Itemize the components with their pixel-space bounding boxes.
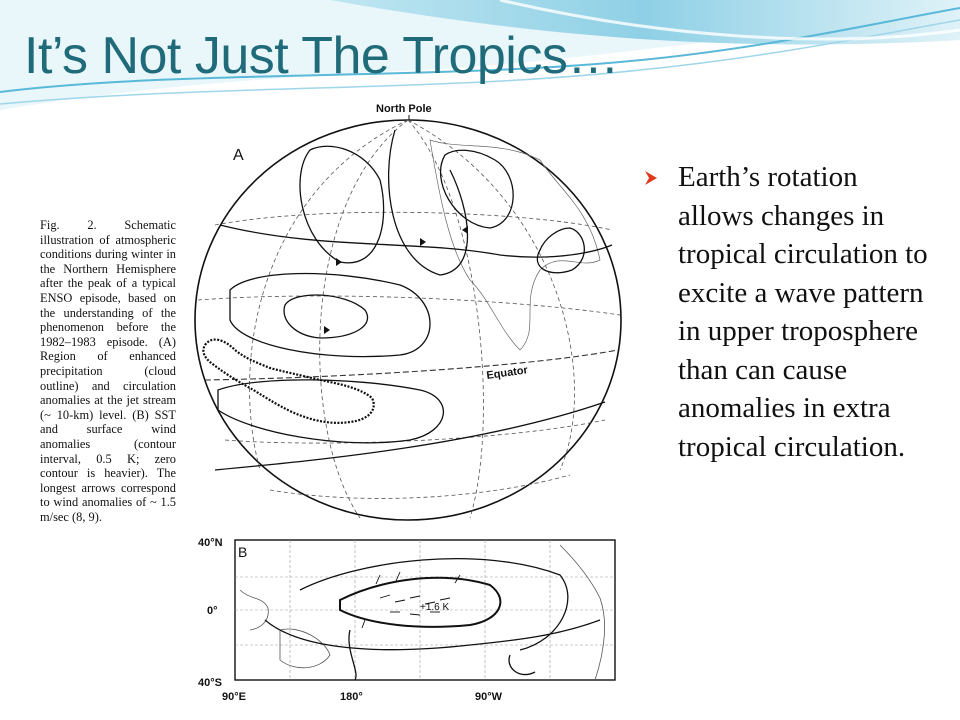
slide-title: It’s Not Just The Tropics…: [24, 27, 619, 85]
lon-label-90e: 90°E: [222, 691, 246, 703]
north-pole-label: North Pole: [376, 103, 432, 115]
bullet-text: Earth’s rotation allows changes in tropical circulation to excite a wave pattern in upper troposphere than can cause anomalies in extra tropical circulation.: [678, 161, 928, 463]
figure-caption: Fig. 2. Schematic illustration of atmospheric conditions during winter in the Northern Hemisphere after the peak of a typical ENSO episode, based on the understanding of the phenomenon before the 1982–1983 episode. (A) Region of enhanced precipitation (cloud outline) and circulation anomalies at the jet stream (~ 10-km) level. (B) SST and surface wind anomalies (contour interval, 0.5 K; zero contour is heavier). The longest arrows correspond to wind anomalies of ~ 1.5 m/sec (8, 9).: [40, 218, 176, 524]
panel-a-globe: [195, 103, 621, 520]
panel-b-map: [198, 537, 615, 703]
contour-label: +1.6 K: [420, 602, 450, 613]
panel-b-label: B: [238, 544, 248, 560]
equator-label: Equator: [485, 364, 529, 382]
lon-label-90w: 90°W: [475, 691, 503, 703]
lat-label-40s: 40°S: [198, 677, 222, 689]
panel-a-label: A: [233, 147, 244, 164]
arrow-bullet-icon: [642, 169, 660, 187]
lon-label-180: 180°: [340, 691, 363, 703]
lat-label-40n: 40°N: [198, 537, 223, 549]
lat-label-0: 0°: [207, 605, 218, 617]
